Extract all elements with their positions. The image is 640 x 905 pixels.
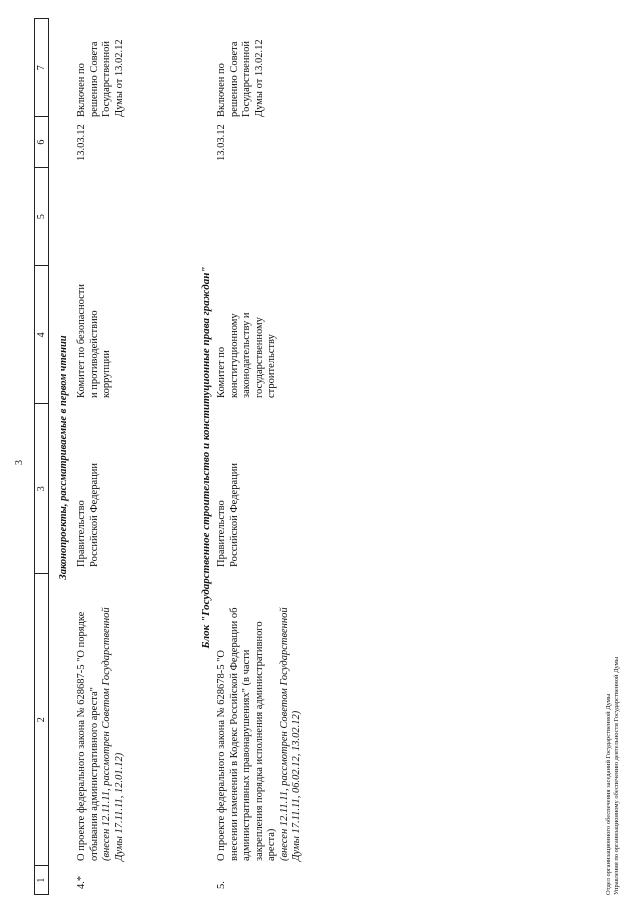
page-number: 3: [14, 460, 25, 465]
column-header-4: 4: [35, 265, 48, 403]
column-header-6: 6: [35, 116, 48, 167]
bill-title: О проекте федерального закона № 628687-5 "О порядке отбывания административного ареста": [76, 611, 100, 861]
section-title: Законопроекты, рассматриваемые в первом чтении: [58, 335, 69, 580]
column-header-7: 7: [36, 65, 47, 71]
column-header-2: 2: [35, 573, 48, 865]
status-cell: Включен по решению Совета Государственной Думы от 13.02.12: [76, 39, 125, 117]
row-number: 5.: [216, 881, 227, 889]
bill-title-cell: [76, 606, 126, 861]
committee-cell: Комитет по конституционному законодательству и государственному строительству: [216, 312, 277, 398]
initiator-cell: Правительство Российской Федерации: [216, 463, 240, 567]
date-cell: 13.03.12: [76, 124, 87, 161]
date-cell: 13.03.12: [216, 124, 227, 161]
status-cell: Включен по решению Совета Государственной Думы от 13.02.12: [216, 39, 265, 117]
footer-line-1: Отдел организационного обеспечения заседаний Государственной Думы: [605, 693, 612, 895]
row-number: 4.*: [76, 875, 87, 889]
table-header: [34, 18, 49, 895]
column-header-1: 1: [35, 865, 48, 894]
bill-title-cell: [216, 606, 304, 861]
footer-line-2: Управления по организационному обеспечению деятельности Государственной Думы: [613, 656, 620, 895]
bill-title: О проекте федерального закона № 628678-5 "О внесении изменений в Кодекс Российской Федерации об административных правонарушениях" (в части закрепления порядка исполнения административного ареста): [216, 607, 277, 861]
block-title: Блок "Государственное строительство и конституционные права граждан": [200, 266, 212, 649]
column-header-5: 5: [35, 167, 48, 265]
initiator-cell: Правительство Российской Федерации: [76, 463, 100, 567]
bill-note: (внесен 12.11.11, рассмотрен Советом Государственной Думы 17.11.11, 06.02.12, 13.02.12): [278, 607, 302, 861]
committee-cell: Комитет по безопасности и противодействию коррупции: [76, 283, 112, 398]
footer: [605, 657, 621, 895]
column-header-3: 3: [35, 403, 48, 573]
bill-note: (внесен 12.11.11, рассмотрен Советом Государственной Думы 17.11.11, 12.01.12): [101, 607, 125, 861]
